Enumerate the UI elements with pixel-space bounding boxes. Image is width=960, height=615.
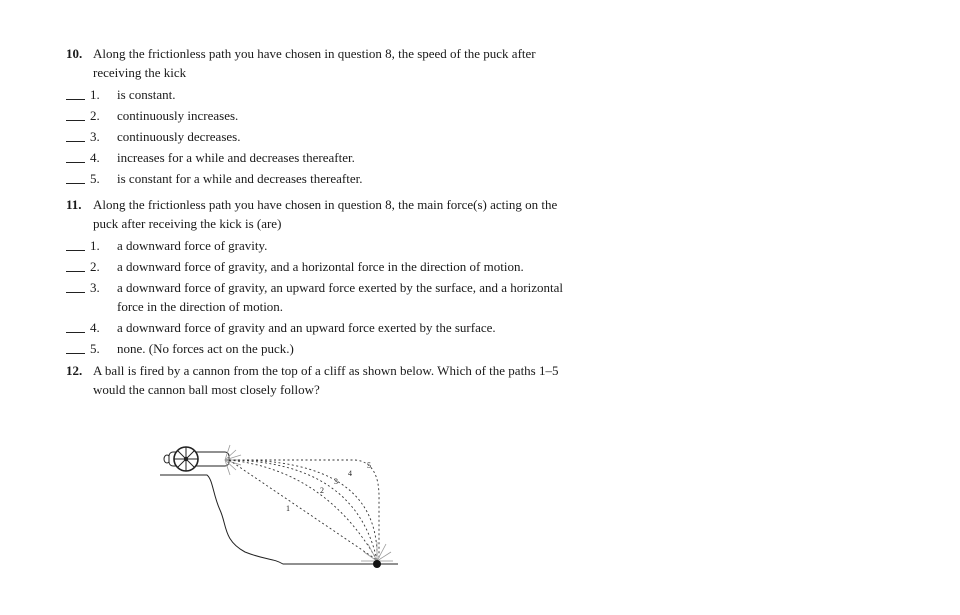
path-label-3: 3	[334, 477, 338, 486]
option-11-4	[66, 318, 566, 337]
question-text: Along the frictionless path you have chosen in question 8, the main force(s) acting on the puck after receiving the kick is (are)	[93, 197, 558, 231]
option-10-2	[66, 106, 566, 125]
question-number: 12.	[66, 363, 83, 378]
trajectory-path-3	[229, 460, 377, 560]
option-11-3	[66, 278, 566, 316]
impact-burst-icon	[361, 542, 393, 561]
question-text: Along the frictionless path you have chosen in question 8, the speed of the puck after receiving the kick	[93, 46, 536, 80]
option-10-1	[66, 85, 566, 104]
question-number: 10.	[66, 46, 83, 61]
cliff-outline	[160, 475, 398, 564]
option-text: a downward force of gravity and an upward force exerted by the surface.	[117, 320, 496, 335]
answer-blank[interactable]	[66, 106, 85, 121]
option-text: none. (No forces act on the puck.)	[117, 341, 294, 356]
option-number: 4.	[90, 320, 100, 335]
answer-blank[interactable]	[66, 169, 85, 184]
option-number: 1.	[90, 87, 100, 102]
option-10-3	[66, 127, 566, 146]
path-label-2: 2	[320, 486, 324, 495]
option-text: is constant.	[117, 87, 176, 102]
cannon-diagram	[155, 440, 405, 575]
cannon-icon	[164, 447, 229, 471]
option-text: continuously increases.	[117, 108, 239, 123]
option-number: 3.	[90, 129, 100, 144]
question-11	[66, 195, 566, 360]
answer-options	[66, 85, 566, 188]
question-12-prompt	[66, 361, 566, 399]
option-number: 3.	[90, 280, 100, 295]
path-label-4: 4	[348, 469, 352, 478]
answer-blank[interactable]	[66, 278, 85, 293]
option-11-1	[66, 236, 566, 255]
path-label-5: 5	[367, 461, 371, 470]
answer-blank[interactable]	[66, 318, 85, 333]
option-number: 2.	[90, 259, 100, 274]
option-10-4	[66, 148, 566, 167]
option-number: 2.	[90, 108, 100, 123]
option-text: a downward force of gravity.	[117, 238, 268, 253]
option-text: continuously decreases.	[117, 129, 241, 144]
option-text: is constant for a while and decreases thereafter.	[117, 171, 363, 186]
question-number: 11.	[66, 197, 82, 212]
option-number: 1.	[90, 238, 100, 253]
option-number: 4.	[90, 150, 100, 165]
answer-options	[66, 236, 566, 358]
option-11-5	[66, 339, 566, 358]
cannon-cliff-figure	[155, 440, 405, 575]
answer-blank[interactable]	[66, 257, 85, 272]
answer-blank[interactable]	[66, 339, 85, 354]
question-text: A ball is fired by a cannon from the top of a cliff as shown below. Which of the paths 1–5 would the cannon ball most closely follow?	[93, 363, 559, 397]
option-number: 5.	[90, 171, 100, 186]
question-11-prompt	[66, 195, 566, 233]
question-10	[66, 44, 566, 190]
question-12	[66, 361, 566, 399]
question-10-prompt	[66, 44, 566, 82]
option-text: increases for a while and decreases thereafter.	[117, 150, 355, 165]
answer-blank[interactable]	[66, 85, 85, 100]
answer-blank[interactable]	[66, 127, 85, 142]
option-number: 5.	[90, 341, 100, 356]
option-10-5	[66, 169, 566, 188]
path-label-1: 1	[286, 504, 290, 513]
option-text: a downward force of gravity, an upward force exerted by the surface, and a horizontal force in the direction of motion.	[117, 280, 564, 314]
option-text: a downward force of gravity, and a horizontal force in the direction of motion.	[117, 259, 524, 274]
option-11-2	[66, 257, 566, 276]
cannon-ball-icon	[373, 560, 381, 568]
answer-blank[interactable]	[66, 148, 85, 163]
answer-blank[interactable]	[66, 236, 85, 251]
